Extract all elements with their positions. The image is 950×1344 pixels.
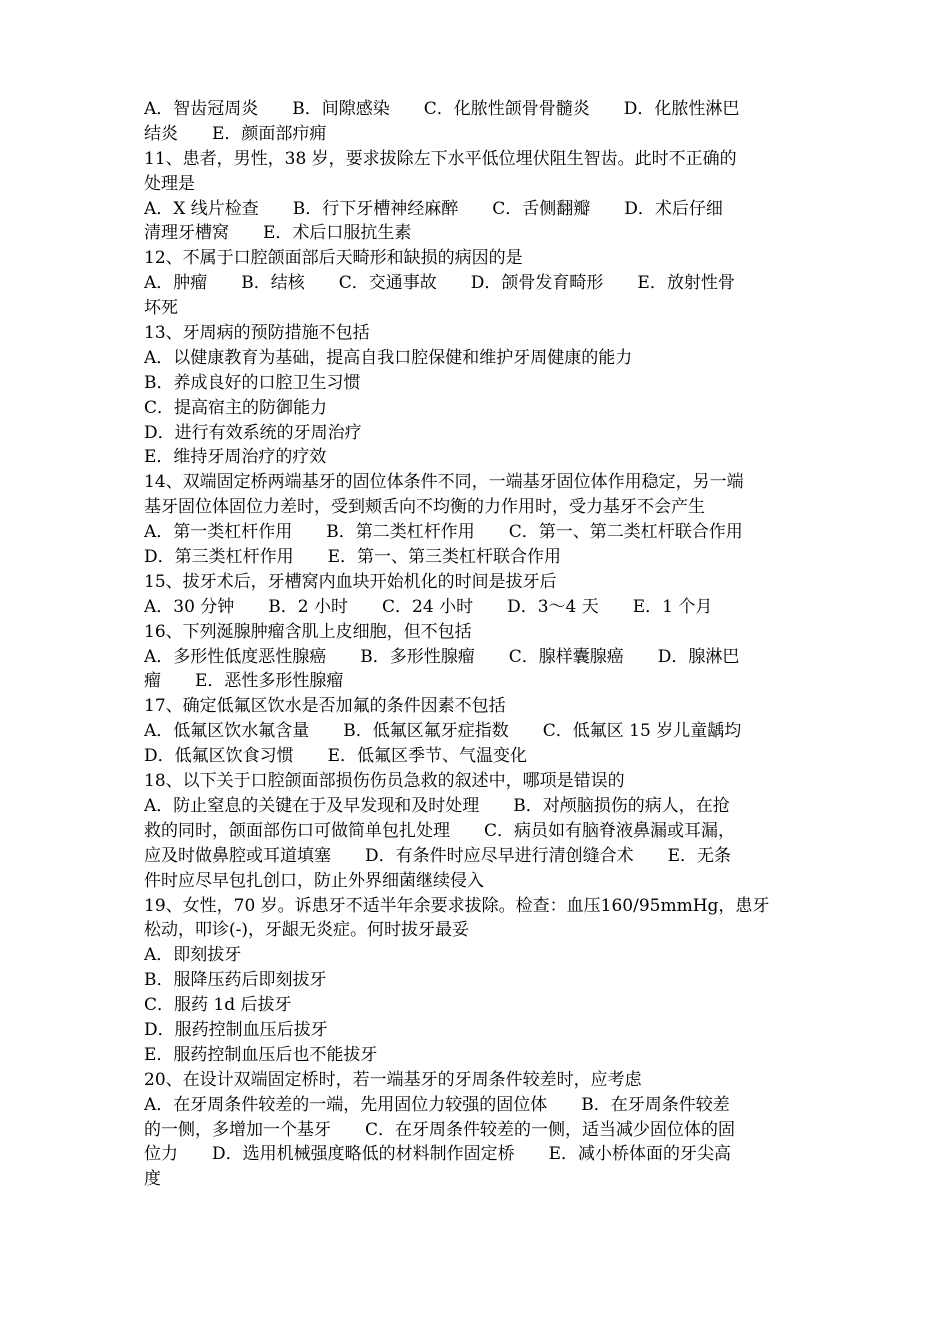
text-line: D．服药控制血压后拔牙 bbox=[144, 1019, 328, 1040]
text-line: E．维持牙周治疗的疗效 bbox=[144, 447, 327, 468]
text-line: A．多形性低度恶性腺癌 B．多形性腺瘤 C．腺样囊腺癌 D．腺淋巴 bbox=[144, 646, 740, 667]
question-11: 11、患者，男性，38 岁，要求拔除左下水平低位埋伏阻生智齿。此时不正确的 bbox=[144, 148, 737, 169]
text-line: A．30 分钟 B．2 小时 C．24 小时 D．3～4 天 E．1 个月 bbox=[144, 596, 713, 617]
text-line: 处理是 bbox=[144, 173, 195, 194]
question-15: 15、拔牙术后，牙槽窝内血块开始机化的时间是拔牙后 bbox=[144, 571, 557, 592]
question-14: 14、双端固定桥两端基牙的固位体条件不同，一端基牙固位体作用稳定，另一端 bbox=[144, 472, 744, 493]
text-line: A．X 线片检查 B．行下牙槽神经麻醉 C．舌侧翻瓣 D．术后仔细 bbox=[144, 198, 723, 219]
text-line: 松动，叩诊(-)，牙龈无炎症。何时拔牙最妥 bbox=[144, 920, 470, 941]
text-line: B．服降压药后即刻拔牙 bbox=[144, 970, 327, 991]
question-12: 12、不属于口腔颌面部后天畸形和缺损的病因的是 bbox=[144, 248, 523, 269]
text-line: A．肿瘤 B．结核 C．交通事故 D．颌骨发育畸形 E．放射性骨 bbox=[144, 273, 735, 294]
text-line: A．防止窒息的关键在于及早发现和及时处理 B．对颅脑损伤的病人，在抢 bbox=[144, 795, 730, 816]
question-18: 18、以下关于口腔颌面部损伤伤员急救的叙述中，哪项是错误的 bbox=[144, 771, 625, 792]
text-line: A．在牙周条件较差的一端，先用固位力较强的固位体 B．在牙周条件较差 bbox=[144, 1094, 730, 1115]
text-line: 坏死 bbox=[144, 298, 178, 319]
text-line: 瘤 E．恶性多形性腺瘤 bbox=[144, 671, 344, 692]
text-line: 结炎 E．颜面部疖痈 bbox=[144, 123, 327, 144]
text-line: C．提高宿主的防御能力 bbox=[144, 397, 328, 418]
text-line: D．第三类杠杆作用 E．第一、第三类杠杆联合作用 bbox=[144, 547, 562, 568]
text-line: A．以健康教育为基础，提高自我口腔保健和维护牙周健康的能力 bbox=[144, 347, 633, 368]
text-line: 度 bbox=[144, 1169, 161, 1190]
text-line: D．进行有效系统的牙周治疗 bbox=[144, 422, 362, 443]
text-line: 件时应尽早包扎创口，防止外界细菌继续侵入 bbox=[144, 870, 484, 891]
question-17: 17、确定低氟区饮水是否加氟的条件因素不包括 bbox=[144, 696, 506, 717]
question-16: 16、下列涎腺肿瘤含肌上皮细胞，但不包括 bbox=[144, 621, 472, 642]
text-line: A．第一类杠杆作用 B．第二类杠杆作用 C．第一、第二类杠杆联合作用 bbox=[144, 522, 743, 543]
text-line: E．服药控制血压后也不能拔牙 bbox=[144, 1044, 378, 1065]
text-line: C．服药 1d 后拔牙 bbox=[144, 995, 292, 1016]
question-20: 20、在设计双端固定桥时，若一端基牙的牙周条件较差时，应考虑 bbox=[144, 1069, 642, 1090]
text-line: A．低氟区饮水氟含量 B．低氟区氟牙症指数 C．低氟区 15 岁儿童龋均 bbox=[144, 721, 742, 742]
question-13: 13、牙周病的预防措施不包括 bbox=[144, 323, 370, 344]
text-line: D．低氟区饮食习惯 E．低氟区季节、气温变化 bbox=[144, 746, 528, 767]
text-line: 的一侧，多增加一个基牙 C．在牙周条件较差的一侧，适当减少固位体的固 bbox=[144, 1119, 736, 1140]
text-line: A．即刻拔牙 bbox=[144, 945, 242, 966]
text-line: 基牙固位体固位力差时，受到颊舌向不均衡的力作用时，受力基牙不会产生 bbox=[144, 497, 705, 518]
text-line: 清理牙槽窝 E．术后口服抗生素 bbox=[144, 223, 412, 244]
text-line: 救的同时，颌面部伤口可做简单包扎处理 C．病员如有脑脊液鼻漏或耳漏， bbox=[144, 820, 736, 841]
question-19: 19、女性，70 岁。诉患牙不适半年余要求拔除。检查：血压160/95mmHg，患牙 bbox=[144, 895, 770, 916]
text-line: A．智齿冠周炎 B．间隙感染 C．化脓性颌骨骨髓炎 D．化脓性淋巴 bbox=[144, 99, 740, 119]
text-line: B．养成良好的口腔卫生习惯 bbox=[144, 372, 361, 393]
text-line: 位力 D．选用机械强度略低的材料制作固定桥 E．减小桥体面的牙尖高 bbox=[144, 1144, 732, 1165]
text-line: 应及时做鼻腔或耳道填塞 D．有条件时应尽早进行清创缝合术 E．无条 bbox=[144, 845, 732, 866]
document-page bbox=[144, 97, 810, 1192]
